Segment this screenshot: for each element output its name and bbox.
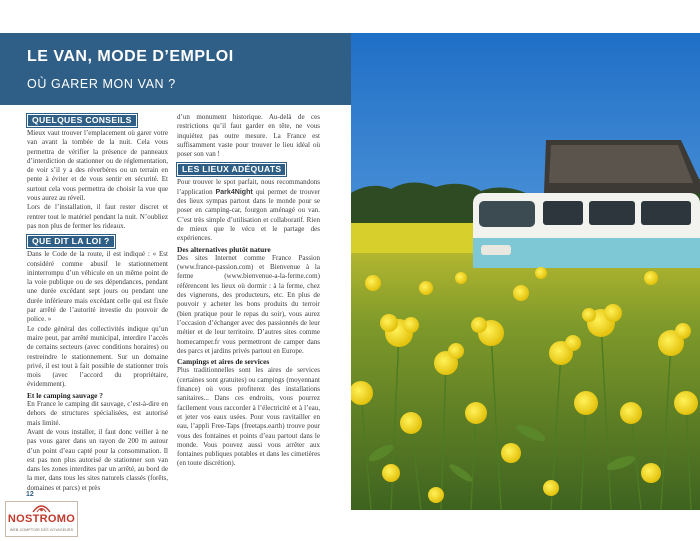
continued-paragraph: d’un monument historique. Au-delà de ces restrictions qu’il faut garder en tête, ne vous inquiétez pas outre mesure. La France est suffisamment vaste pour trouver le lieu idéal où poser son van ! (177, 113, 320, 159)
section-heading-tips: QUELQUES CONSEILS (27, 114, 137, 127)
page-title: LE VAN, MODE D’EMPLOI (27, 48, 234, 65)
law-paragraph-1: Dans le Code de la route, il est indiqué : « Est considéré comme abusif le stationnement ininterrompu d’un véhicule en un même point de la voie publique ou de ses dépendances, pendant une durée excédant sept jours ou pendant une durée inférieure mais excédant celle qui est fixée par arrêté de l’autorité investie du pouvoir de police. » (27, 250, 168, 324)
campsites-paragraph: Plus traditionnelles sont les aires de services (certaines sont gratuites) ou campings (moyennant finance) où vous profiterez des installations sanitaires... Dans ces endroits, vous pourrez facilement vous raccorder à l’électricité et à l’eau, et jeter vos eaux usées. Pour vous ravitailler en eau, l’appli Free-Taps (freetaps.earth) trouve pour vous des fontaines et points d’eau partout dans le monde. Vous pouvez aussi vous arrêter aux fontaines publiques potables et dans les cimetières (en toute discrétion). (177, 366, 320, 468)
middle-column (177, 113, 320, 469)
subheading-wild-camping: Et le camping sauvage ? (27, 390, 103, 400)
section-heading-ideal-places: LES LIEUX ADÉQUATS (177, 163, 286, 176)
law-paragraph-2: Le code général des collectivités indique qu’un maire peut, par arrêté municipal, interdire l’accès de certains secteurs (avec conditions horaires) ou restreindre le stationnement. Sur un domaine privé, il est tout à fait possible de stationner trois mois (avec l’accord du propriétaire, évidemment). (27, 324, 168, 389)
ideal-paragraph (177, 178, 320, 243)
ideal-text-b: qui permet de trouver des lieux sympas partout dans le monde pour se poser en camping-car, fourgon aménagé ou van. C’est très simple d’utilisation et collaboratif. Rien de mieux que le vécu et le partage des expériences. (177, 187, 321, 243)
nostromo-logo (5, 501, 78, 537)
page-subtitle: OÙ GARER MON VAN ? (27, 77, 176, 91)
logo-wordmark: NOSTROMO (7, 513, 76, 525)
logo-tagline: WEB-COMPTOIR DES VOYAGEURS (9, 528, 74, 532)
subheading-natural-alternatives: Des alternatives plutôt nature (177, 244, 271, 254)
ideal-text-a: Pour trouver le spot parfait, nous recommandons l’application (177, 178, 320, 196)
natural-paragraph: Des sites Internet comme France Passion (www.france-passion.com) et Bienvenue à la ferme (www.bienvenue-a-la-ferme.com) référencent les lieux où dormir : à la ferme, chez des vignerons, des producteurs, etc. En plus de pouvoir y acheter les bons produits du terroir (bien pratique pour le repas du soir), vous aurez l’occasion d’échanger avec des passionnés de leur métier et de leur territoire. D’autres sites comme homecamper.fr vous permettront de camper dans des parcs et jardins privés partout en Europe. (177, 253, 320, 355)
wild-paragraph-2: Avant de vous installer, il faut donc veiller à ne pas vous garer dans un rayon de 200 m autour d’un point d’eau capté pour la consommation. Il est pas non plus autorisé de stationner son van dans les zones interdites par un arrêté, au bord de la mer, dans tous les sites naturels classés (forêts, domaines et parcs) et près (27, 427, 168, 492)
logo-emblem-icon (32, 503, 51, 513)
tips-paragraph-2: Lors de l’installation, il faut rester discret et rentrer tout le matériel pendant la nuit. N’oubliez pas non plus de fermer les rideaux. (27, 203, 168, 230)
subheading-campsites: Campings et aires de services (177, 357, 270, 367)
header-band (0, 33, 352, 105)
left-column (27, 113, 168, 493)
section-heading-law: QUE DIT LA LOI ? (27, 235, 115, 248)
page-number: 12 (26, 491, 34, 498)
van-in-rapeseed-field-photo (351, 33, 700, 510)
app-name-park4night: Park4Night (215, 188, 253, 196)
wild-paragraph-1: En France le camping dit sauvage, c’est-à-dire en dehors de structures spécialisées, est autorisé mais limité. (27, 400, 168, 427)
tips-paragraph-1: Mieux vaut trouver l’emplacement où garer votre van avant la tombée de la nuit. Cela vous permettra de vérifier la présence de panneaux d’interdiction de stationner ou de réglementation, de voir s’il y a des réverbères ou un terrain en pente à éviter et de vous sentir en sécurité. Et surtout cela vous permettra de choisir la vue que vous aurez au réveil. (27, 129, 168, 203)
